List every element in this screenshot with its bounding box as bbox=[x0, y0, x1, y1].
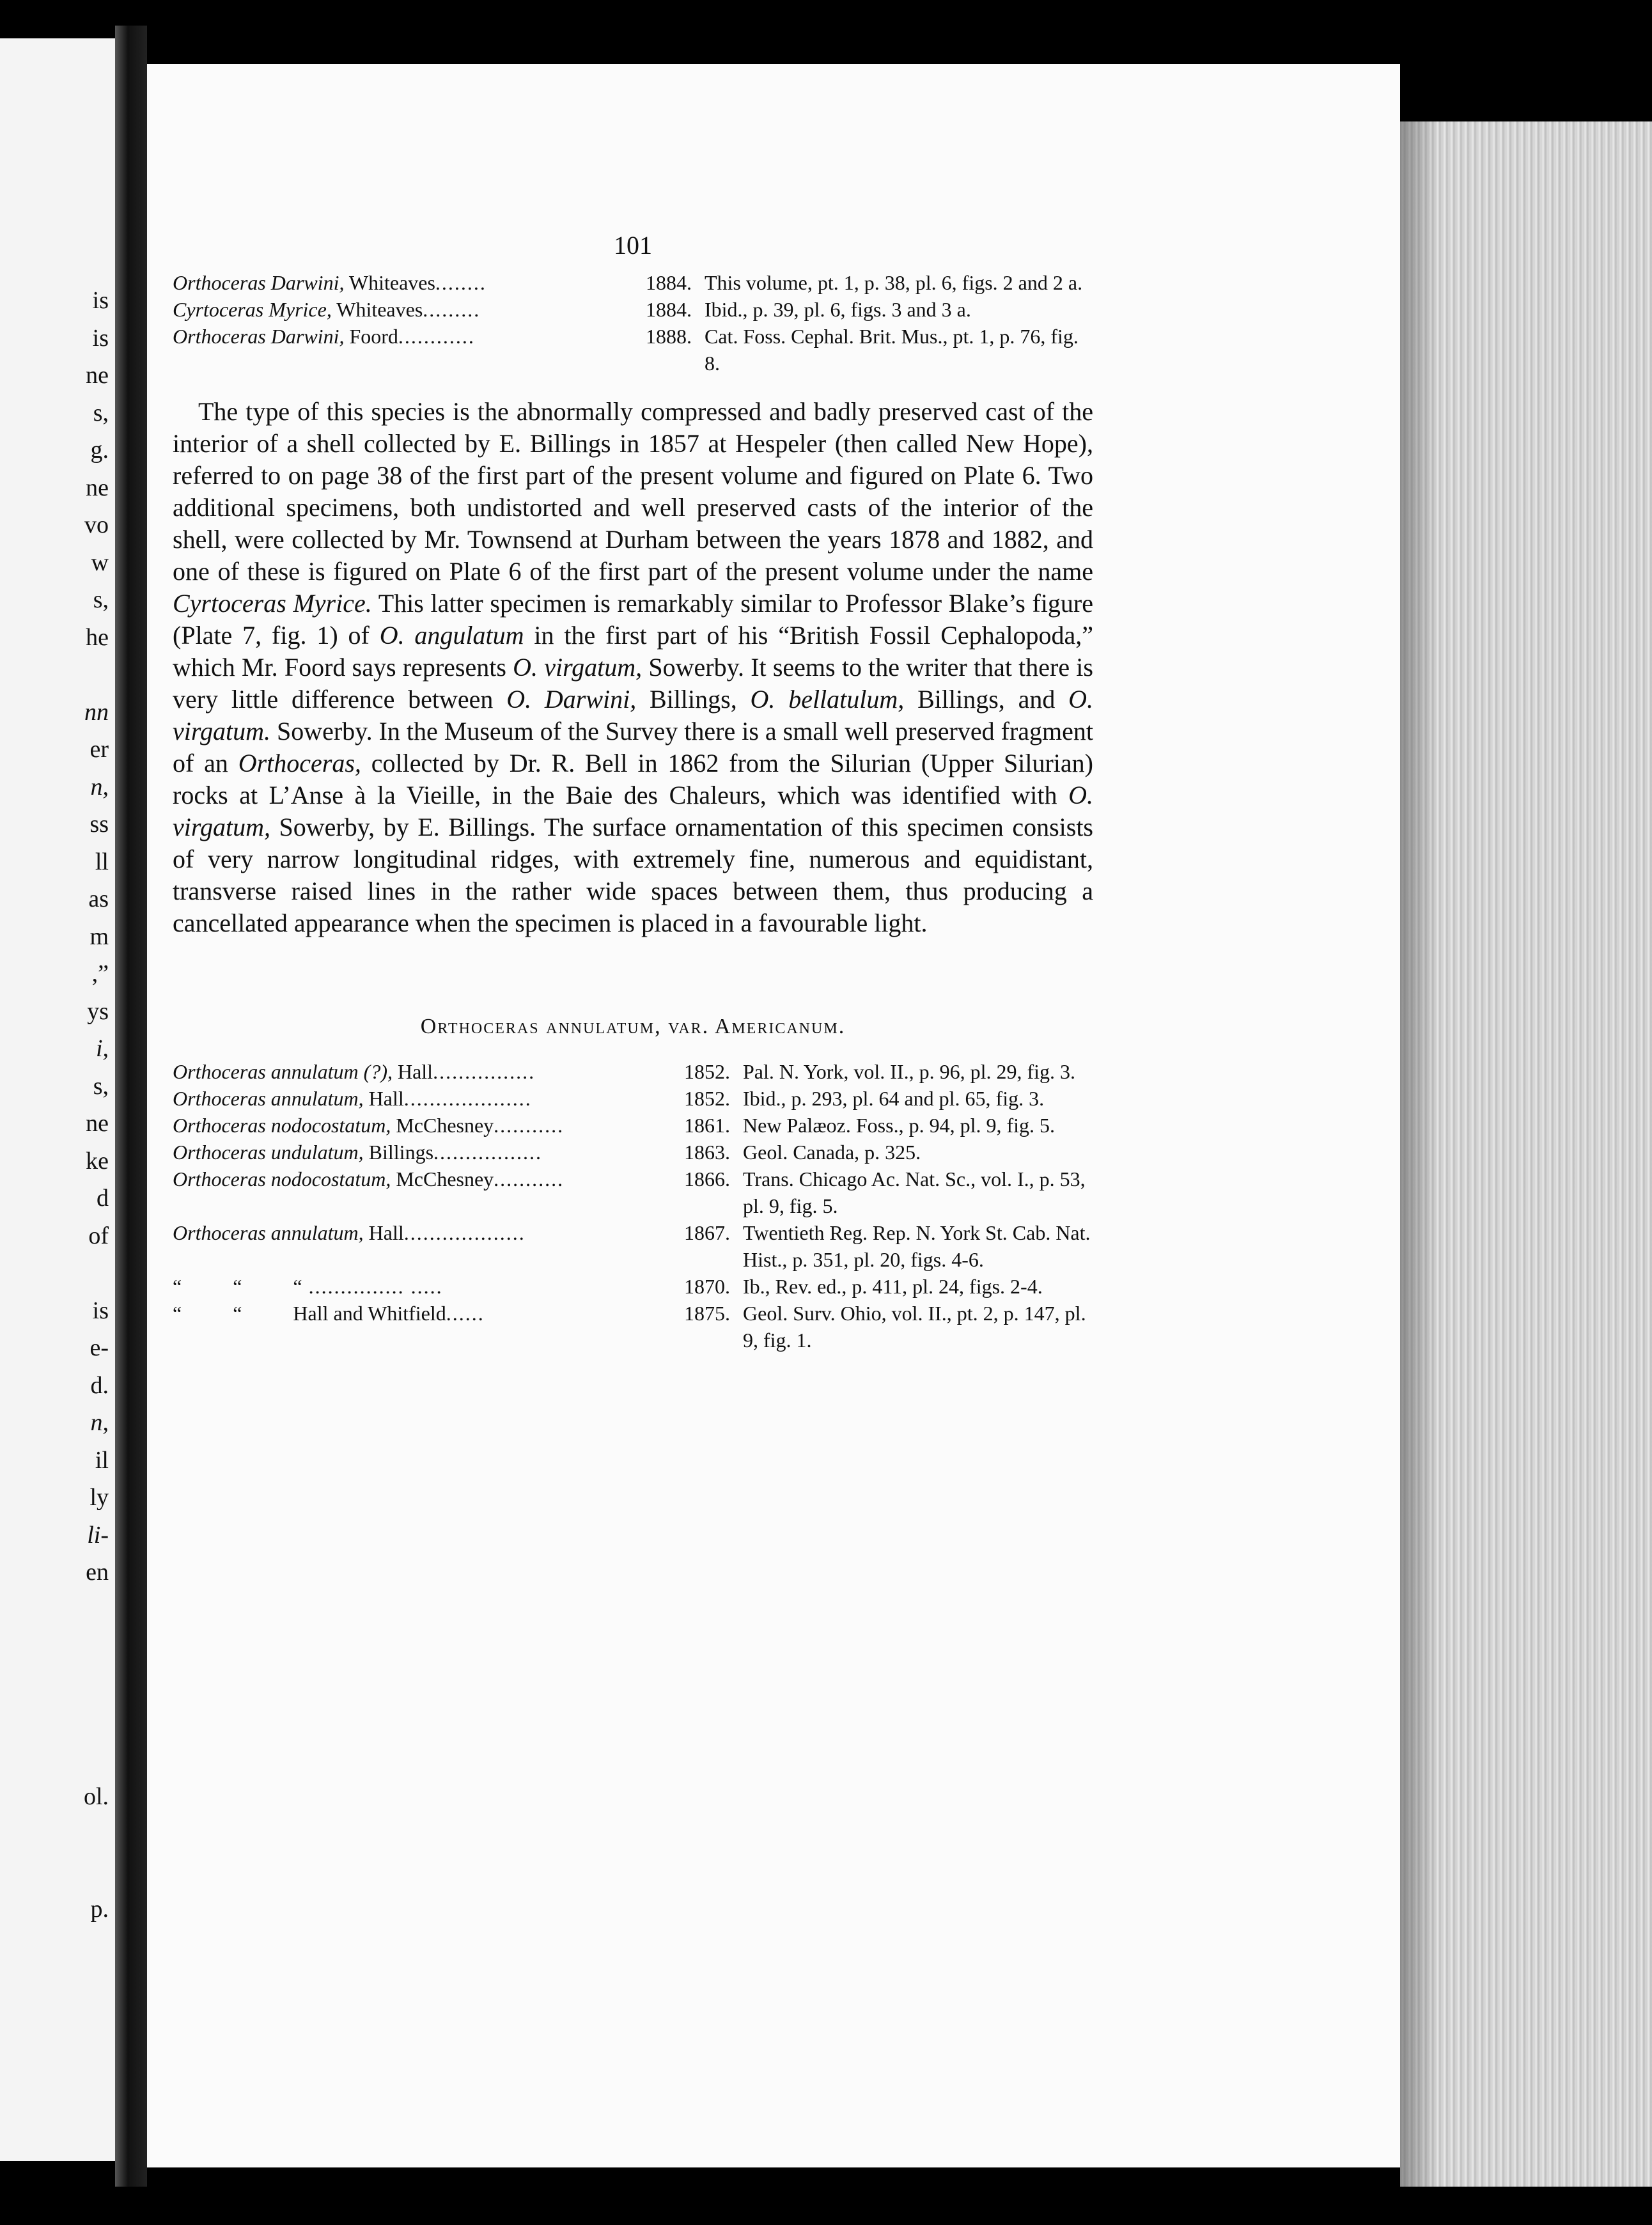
citation-year: 1888. bbox=[646, 325, 692, 348]
citation-year: 1884. bbox=[646, 298, 692, 321]
facing-page-fragment: s, bbox=[93, 1072, 109, 1100]
leader-dots: ........ bbox=[435, 271, 487, 294]
facing-page-fragment: d bbox=[97, 1185, 109, 1212]
taxon-name: Cyrtoceras Myrice, bbox=[173, 298, 332, 321]
synonymy-list-bottom bbox=[173, 1058, 1093, 1354]
facing-page-fragment: li- bbox=[87, 1521, 109, 1549]
taxon-name: “ “ bbox=[173, 1302, 242, 1325]
body-paragraph: The type of this species is the abnormally compressed and badly preserved cast of the interior of a shell collected by E. Billings in 1857 at Hespeler (then called New Hope), referred to on page 38 of the first part of the present volume and figured on Plate 6. Two additional specimens, both undistorted and well preserved casts of the interior of the shell, were collected by Mr. Townsend at Durham between the years 1878 and 1882, and one of these is figured on Plate 6 of the first part of the present volume under the name Cyrtoceras Myrice. This latter specimen is remarkably similar to Professor Blake’s figure (Plate 7, fig. 1) of O. angulatum in the first part of his “British Fossil Cephalopoda,” which Mr. Foord says represents O. virgatum, Sowerby. It seems to the writer that there is very little difference between O. Darwini, Billings, O. bellatulum, Billings, and O. virgatum. Sowerby. In the Museum of the Survey there is a small well preserved fragment of an Orthoceras, collected by Dr. R. Bell in 1862 from the Silurian (Upper Silurian) rocks at L’Anse à la Vieille, in the Baie des Chaleurs, which was identified with O. virgatum, Sowerby, by E. Billings. The surface ornamentation of this specimen consists of very narrow longitudinal ridges, with extremely fine, numerous and equidistant, transverse raised lines in the rather wide spaces between them, thus producing a cancellated appearance when the specimen is placed in a favourable light. bbox=[173, 397, 1094, 937]
facing-page-fragment: ,” bbox=[91, 960, 109, 987]
leader-dots: ............ bbox=[398, 325, 475, 348]
synonymy-citation bbox=[173, 1085, 684, 1112]
facing-page-fragment: s, bbox=[93, 399, 109, 426]
synonymy-citation bbox=[173, 1300, 684, 1354]
facing-page-fragment: ne bbox=[86, 362, 109, 389]
facing-page-fragment: p. bbox=[90, 1895, 109, 1923]
synonymy-citation bbox=[173, 1139, 684, 1166]
synonymy-entry bbox=[173, 1300, 1093, 1354]
citation-reference: Ibid., p. 39, pl. 6, figs. 3 and 3 a. bbox=[705, 298, 971, 321]
taxon-name: Orthoceras nodocostatum, bbox=[173, 1114, 391, 1137]
leader-dots: ................. bbox=[433, 1141, 543, 1164]
taxon-name: Orthoceras annulatum (?), bbox=[173, 1060, 393, 1083]
facing-page-fragment: en bbox=[86, 1559, 109, 1586]
synonymy-entry bbox=[173, 1166, 1093, 1219]
citation-year: 1852. bbox=[684, 1087, 730, 1110]
taxon-name: “ “ “ bbox=[173, 1275, 302, 1298]
facing-page-fragment: ke bbox=[86, 1147, 109, 1175]
facing-page-fragment: ys bbox=[87, 997, 109, 1025]
facing-page-fragment: ly bbox=[90, 1484, 109, 1511]
leader-dots: ........... bbox=[494, 1114, 565, 1137]
facing-page-fragment: g. bbox=[90, 437, 109, 464]
citation-reference: Ibid., p. 293, pl. 64 and pl. 65, fig. 3. bbox=[743, 1087, 1045, 1110]
leader-dots: .................... bbox=[403, 1087, 532, 1110]
leader-dots: ............... ..... bbox=[302, 1275, 443, 1298]
citation-year: 1866. bbox=[684, 1167, 730, 1191]
synonymy-entry bbox=[173, 1112, 1093, 1139]
citation-reference: Twentieth Reg. Rep. N. York St. Cab. Nat. Hist., p. 351, pl. 20, figs. 4-6. bbox=[743, 1221, 1091, 1271]
leader-dots: ......... bbox=[423, 298, 481, 321]
citation-year: 1852. bbox=[684, 1060, 730, 1083]
taxon-author: Foord bbox=[344, 325, 398, 348]
facing-page-fragment: n, bbox=[90, 773, 109, 800]
taxon-author: McChesney bbox=[391, 1114, 494, 1137]
facing-page-fragment: w bbox=[91, 549, 109, 576]
facing-page-fragment: n, bbox=[90, 1409, 109, 1436]
synonymy-entry bbox=[173, 323, 1093, 377]
book-gutter bbox=[115, 26, 147, 2187]
citation-year: 1863. bbox=[684, 1141, 730, 1164]
taxon-name: Orthoceras annulatum, bbox=[173, 1087, 364, 1110]
synonymy-citation bbox=[173, 1112, 684, 1139]
facing-page-fragment: as bbox=[88, 886, 109, 912]
taxon-author: Whiteaves bbox=[344, 271, 435, 294]
facing-page-fragment: is bbox=[92, 287, 109, 314]
synonymy-list-top bbox=[173, 269, 1093, 377]
synonymy-entry bbox=[173, 269, 1093, 296]
facing-page-fragment: is bbox=[92, 1297, 109, 1324]
citation-reference: Geol. Canada, p. 325. bbox=[743, 1141, 921, 1164]
citation-year: 1861. bbox=[684, 1114, 730, 1137]
citation-reference: Trans. Chicago Ac. Nat. Sc., vol. I., p. 53, pl. 9, fig. 5. bbox=[743, 1167, 1086, 1217]
leader-dots: ................... bbox=[403, 1221, 526, 1244]
facing-page-fragment: il bbox=[95, 1446, 109, 1474]
facing-page-fragment: is bbox=[92, 324, 109, 352]
taxon-author: Billings bbox=[363, 1141, 434, 1164]
taxon-name: Orthoceras Darwini, bbox=[173, 271, 345, 294]
citation-reference: Geol. Surv. Ohio, vol. II., pt. 2, p. 147, pl. 9, fig. 1. bbox=[743, 1302, 1086, 1352]
facing-page-fragment: nn bbox=[84, 698, 109, 726]
citation-year: 1867. bbox=[684, 1221, 730, 1244]
facing-page-fragment: he bbox=[86, 623, 109, 651]
taxon-author: Hall bbox=[363, 1221, 404, 1244]
facing-page-fragment: e- bbox=[90, 1334, 109, 1361]
citation-reference: Pal. N. York, vol. II., p. 96, pl. 29, fig. 3. bbox=[743, 1060, 1076, 1083]
leader-dots: ........... bbox=[494, 1167, 565, 1191]
synonymy-entry bbox=[173, 1219, 1093, 1273]
facing-page-fragment: ne bbox=[86, 1110, 109, 1137]
taxon-name: Orthoceras Darwini, bbox=[173, 325, 345, 348]
facing-page-fragment: i, bbox=[95, 1035, 109, 1062]
facing-page-fragment: ne bbox=[86, 474, 109, 501]
synonymy-citation bbox=[173, 1219, 684, 1273]
page-edge-shadow bbox=[1400, 121, 1438, 2187]
synonymy-entry bbox=[173, 1085, 1093, 1112]
facing-page-fragment: ss bbox=[90, 811, 109, 838]
synonymy-entry bbox=[173, 1139, 1093, 1166]
synonymy-entry bbox=[173, 1273, 1093, 1300]
facing-page-fragment: m bbox=[90, 923, 109, 950]
leader-dots: ................ bbox=[433, 1060, 536, 1083]
synonymy-citation bbox=[173, 323, 646, 377]
facing-page-fragment: ol. bbox=[83, 1783, 109, 1810]
synonymy-citation bbox=[173, 1273, 684, 1300]
synonymy-citation bbox=[173, 269, 646, 296]
page-content bbox=[173, 230, 1093, 1354]
facing-page-fragment: s, bbox=[93, 586, 109, 613]
page-number: 101 bbox=[614, 231, 652, 260]
citation-year: 1870. bbox=[684, 1275, 730, 1298]
facing-page-fragment: er bbox=[90, 736, 109, 763]
synonymy-entry bbox=[173, 1058, 1093, 1085]
synonymy-citation bbox=[173, 1166, 684, 1219]
taxon-name: Orthoceras undulatum, bbox=[173, 1141, 364, 1164]
taxon-author: Hall bbox=[392, 1060, 433, 1083]
taxon-name: Orthoceras annulatum, bbox=[173, 1221, 364, 1244]
citation-reference: Ib., Rev. ed., p. 411, pl. 24, figs. 2-4. bbox=[743, 1275, 1043, 1298]
facing-page-fragment: d. bbox=[90, 1371, 109, 1399]
taxon-author: McChesney bbox=[391, 1167, 494, 1191]
facing-page-fragment: ll bbox=[95, 848, 109, 875]
taxon-author: Hall bbox=[363, 1087, 404, 1110]
synonymy-citation bbox=[173, 296, 646, 323]
taxon-author: Whiteaves bbox=[331, 298, 423, 321]
citation-reference: New Palæoz. Foss., p. 94, pl. 9, fig. 5. bbox=[743, 1114, 1055, 1137]
leader-dots: ...... bbox=[446, 1302, 485, 1325]
citation-reference: This volume, pt. 1, p. 38, pl. 6, figs. 2 and 2 a. bbox=[705, 271, 1083, 294]
facing-page-fragment: vo bbox=[84, 511, 109, 538]
section-heading: Orthoceras annulatum, var. Americanum. bbox=[420, 1015, 846, 1038]
citation-reference: Cat. Foss. Cephal. Brit. Mus., pt. 1, p. 76, fig. 8. bbox=[705, 325, 1079, 375]
synonymy-entry bbox=[173, 296, 1093, 323]
citation-year: 1875. bbox=[684, 1302, 730, 1325]
synonymy-citation bbox=[173, 1058, 684, 1085]
citation-year: 1884. bbox=[646, 271, 692, 294]
facing-page-fragment: of bbox=[88, 1222, 109, 1249]
taxon-name: Orthoceras nodocostatum, bbox=[173, 1167, 391, 1191]
taxon-author: Hall and Whitfield bbox=[242, 1302, 446, 1325]
